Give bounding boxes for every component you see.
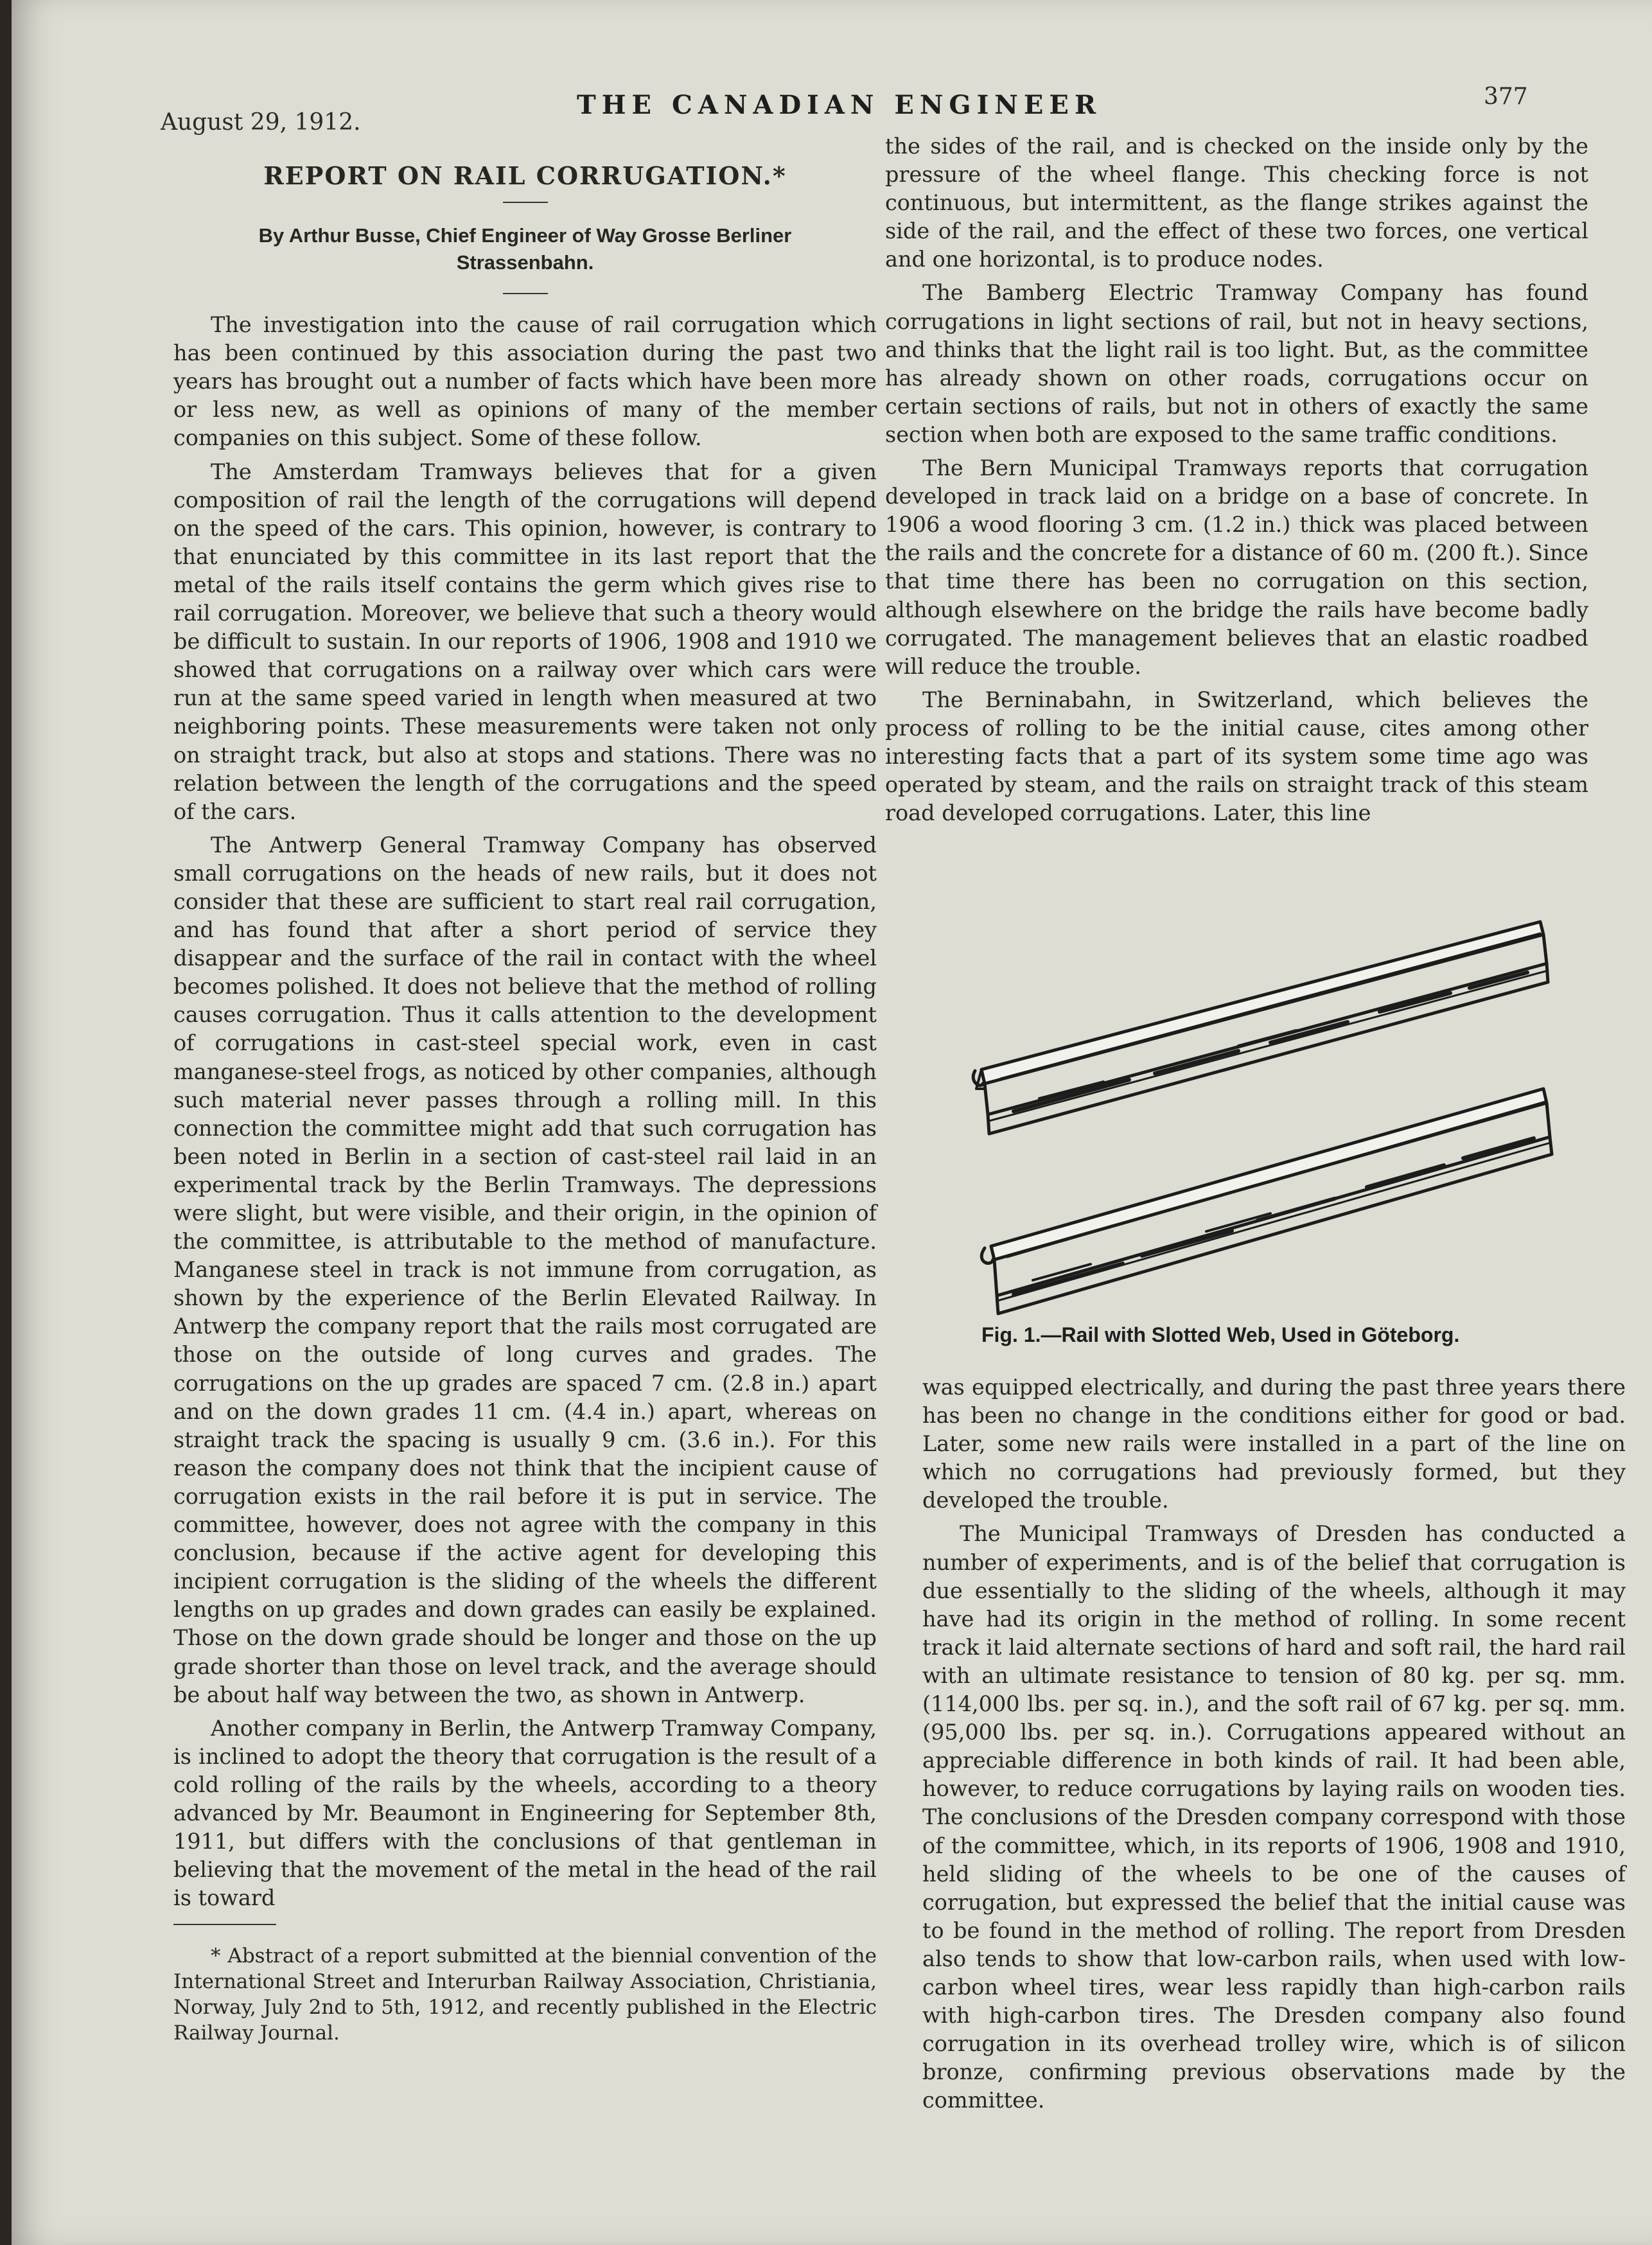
issue-date: August 29, 1912. bbox=[161, 109, 361, 136]
title-rule bbox=[503, 202, 548, 203]
left-column bbox=[173, 154, 877, 2051]
byline: By Arthur Busse, Chief Engineer of Way Grosse Berliner Strassenbahn. bbox=[258, 224, 792, 274]
footnote: * Abstract of a report submitted at the biennial convention of the International Street and Interurban Railway Association, Christiania, Norway, July 2nd to 5th, 1912, and recently published in the Electric Railway Journal. bbox=[173, 1944, 877, 2045]
article-title: REPORT ON RAIL CORRUGATION.* bbox=[263, 161, 787, 190]
journal-title: THE CANADIAN ENGINEER bbox=[577, 90, 1102, 120]
paragraph: The Bamberg Electric Tramway Company has found corrugations in light sections of rail, but not in heavy sections, and thinks that the light rail is too light. But, as the committee has already shown on other roads, corrugations occur on certain sections of rails, but not in others of exactly the same section when both are exposed to the same traffic conditions. bbox=[885, 280, 1588, 447]
paragraph: the sides of the rail, and is checked on the inside only by the pressure of the wheel flange. This checking force is not continuous, but intermittent, as the flange strikes against the side of the rail, and the effect of these two forces, one vertical and one horizontal, is to produce nodes. bbox=[885, 134, 1588, 272]
paragraph: The Berninabahn, in Switzerland, which believes the process of rolling to be the initial cause, cites among other interesting facts that a part of its system some time ago was operated by steam, and the rails on straight track of this steam road developed corrugations. Later, this line bbox=[885, 687, 1588, 826]
right-column-top bbox=[885, 132, 1588, 832]
rail-figure bbox=[936, 896, 1617, 1378]
paragraph: Another company in Berlin, the Antwerp Tramway Company, is inclined to adopt the theory that corrugation is the result of a cold rolling of the rails by the wheels, according to a theory advanced by Mr. Beaumont in Engineering for September 8th, 1911, but differs with the conclusions of that gentleman in believing that the movement of the metal in the head of the rail is toward bbox=[173, 1715, 877, 1911]
page-number: 377 bbox=[1484, 84, 1528, 110]
paragraph: The Bern Municipal Tramways reports that corrugation developed in track laid on a bridge on a base of concrete. In 1906 a wood flooring 3 cm. (1.2 in.) thick was placed between the rails and the concrete for a distance of 60 m. (200 ft.). Since that time there has been no corrugation on this section, although elsewhere on the bridge the rails have become badly corrugated. The management believes that an elastic roadbed will reduce the trouble. bbox=[885, 455, 1588, 679]
footnote-rule bbox=[173, 1924, 276, 1925]
running-head bbox=[12, 84, 1652, 135]
journal-page bbox=[12, 0, 1652, 2245]
figure-caption: Fig. 1.—Rail with Slotted Web, Used in Göteborg. bbox=[981, 1323, 1460, 1346]
paragraph: The Municipal Tramways of Dresden has conducted a number of experiments, and is of the belief that corrugation is due essentially to the sliding of the wheels, although it may have had its origin in the method of rolling. In some recent track it laid alternate sections of hard and soft rail, the hard rail with an ultimate resistance to tension of 80 kg. per sq. mm. (114,000 lbs. per sq. in.), and the soft rail of 67 kg. per sq. mm. (95,000 lbs. per sq. in.). Corrugations appeared without an appreciable difference in both kinds of rail. It had been able, however, to reduce corrugations by laying rails on wooden ties. The conclusions of the Dresden company correspond with those of the committee, which, in its reports of 1906, 1908 and 1910, held sliding of the wheels to be one of the causes of corrugation, but expressed the belief that the initial cause was to be found in the method of rolling. The report from Dresden also tends to show that low-carbon rails, when used with low-carbon wheel tires, wear less rapidly than high-carbon rails with high-carbon tires. The Dresden company also found corrugation in its overhead trolley wire, which is of silicon bronze, confirming previous observations made by the committee. bbox=[922, 1521, 1626, 2113]
paragraph: The investigation into the cause of rail corrugation which has been continued by this association during the past two years has brought out a number of facts which have been more or less new, as well as opinions of many of the member companies on this subject. Some of these follow. bbox=[173, 312, 877, 451]
slotted-rail-illustration bbox=[936, 896, 1617, 1320]
paragraph: The Amsterdam Tramways believes that for a given composition of rail the length of the corrugations will depend on the speed of the cars. This opinion, however, is contrary to that enunciated by this committee in its last report that the metal of the rails itself contains the germ which gives rise to rail corrugation. Moreover, we believe that such a theory would be difficult to sustain. In our reports of 1906, 1908 and 1910 we showed that corrugations on a railway over which cars were run at the same speed varied in length when measured at two neighboring points. These measurements were taken not only on straight track, but also at stops and stations. There was no relation between the length of the corrugations and the speed of the cars. bbox=[173, 459, 877, 824]
paragraph: The Antwerp General Tramway Company has observed small corrugations on the heads of new rails, but it does not consider that these are sufficient to start real rail corrugation, and has found that after a short period of service they disappear and the surface of the rail in contact with the wheel becomes polished. It does not believe that the method of rolling causes corrugation. Thus it calls attention to the development of corrugations in cast-steel special work, even in cast manganese-steel frogs, as noticed by other companies, although such material never passes through a rolling mill. In this connection the committee might add that such corrugation has been noted in Berlin in a section of cast-steel rail laid in an experimental track by the Berlin Tramways. The depressions were slight, but were visible, and their origin, in the opinion of the committee, is attributable to the method of manufacture. Manganese steel in track is not immune from corrugation, as shown by the experience of the Berlin Elevated Railway. In Antwerp the company report that the rails most corrugated are those on the outside of long curves and grades. The corrugations on the up grades are spaced 7 cm. (2.8 in.) apart and on the down grades 11 cm. (4.4 in.) apart, whereas on straight track the spacing is usually 9 cm. (3.6 in.). For this reason the company does not think that the incipient cause of corrugation exists in the rail before it is put in service. The committee, however, does not agree with the company in this conclusion, because if the active agent for developing this incipient corrugation is the sliding of the wheels the different lengths on up grades and down grades can easily be explained. Those on the down grade should be longer and those on the up grade shorter than those on level track, and the average should be about half way between the two, as shown in Antwerp. bbox=[173, 832, 877, 1707]
paragraph: was equipped electrically, and during the past three years there has been no change in the conditions either for good or bad. Later, some new rails were installed in a part of the line on which no corrugations had previously formed, but they developed the trouble. bbox=[922, 1375, 1626, 1513]
byline-rule bbox=[503, 293, 548, 294]
right-column-bottom bbox=[922, 1373, 1626, 2120]
